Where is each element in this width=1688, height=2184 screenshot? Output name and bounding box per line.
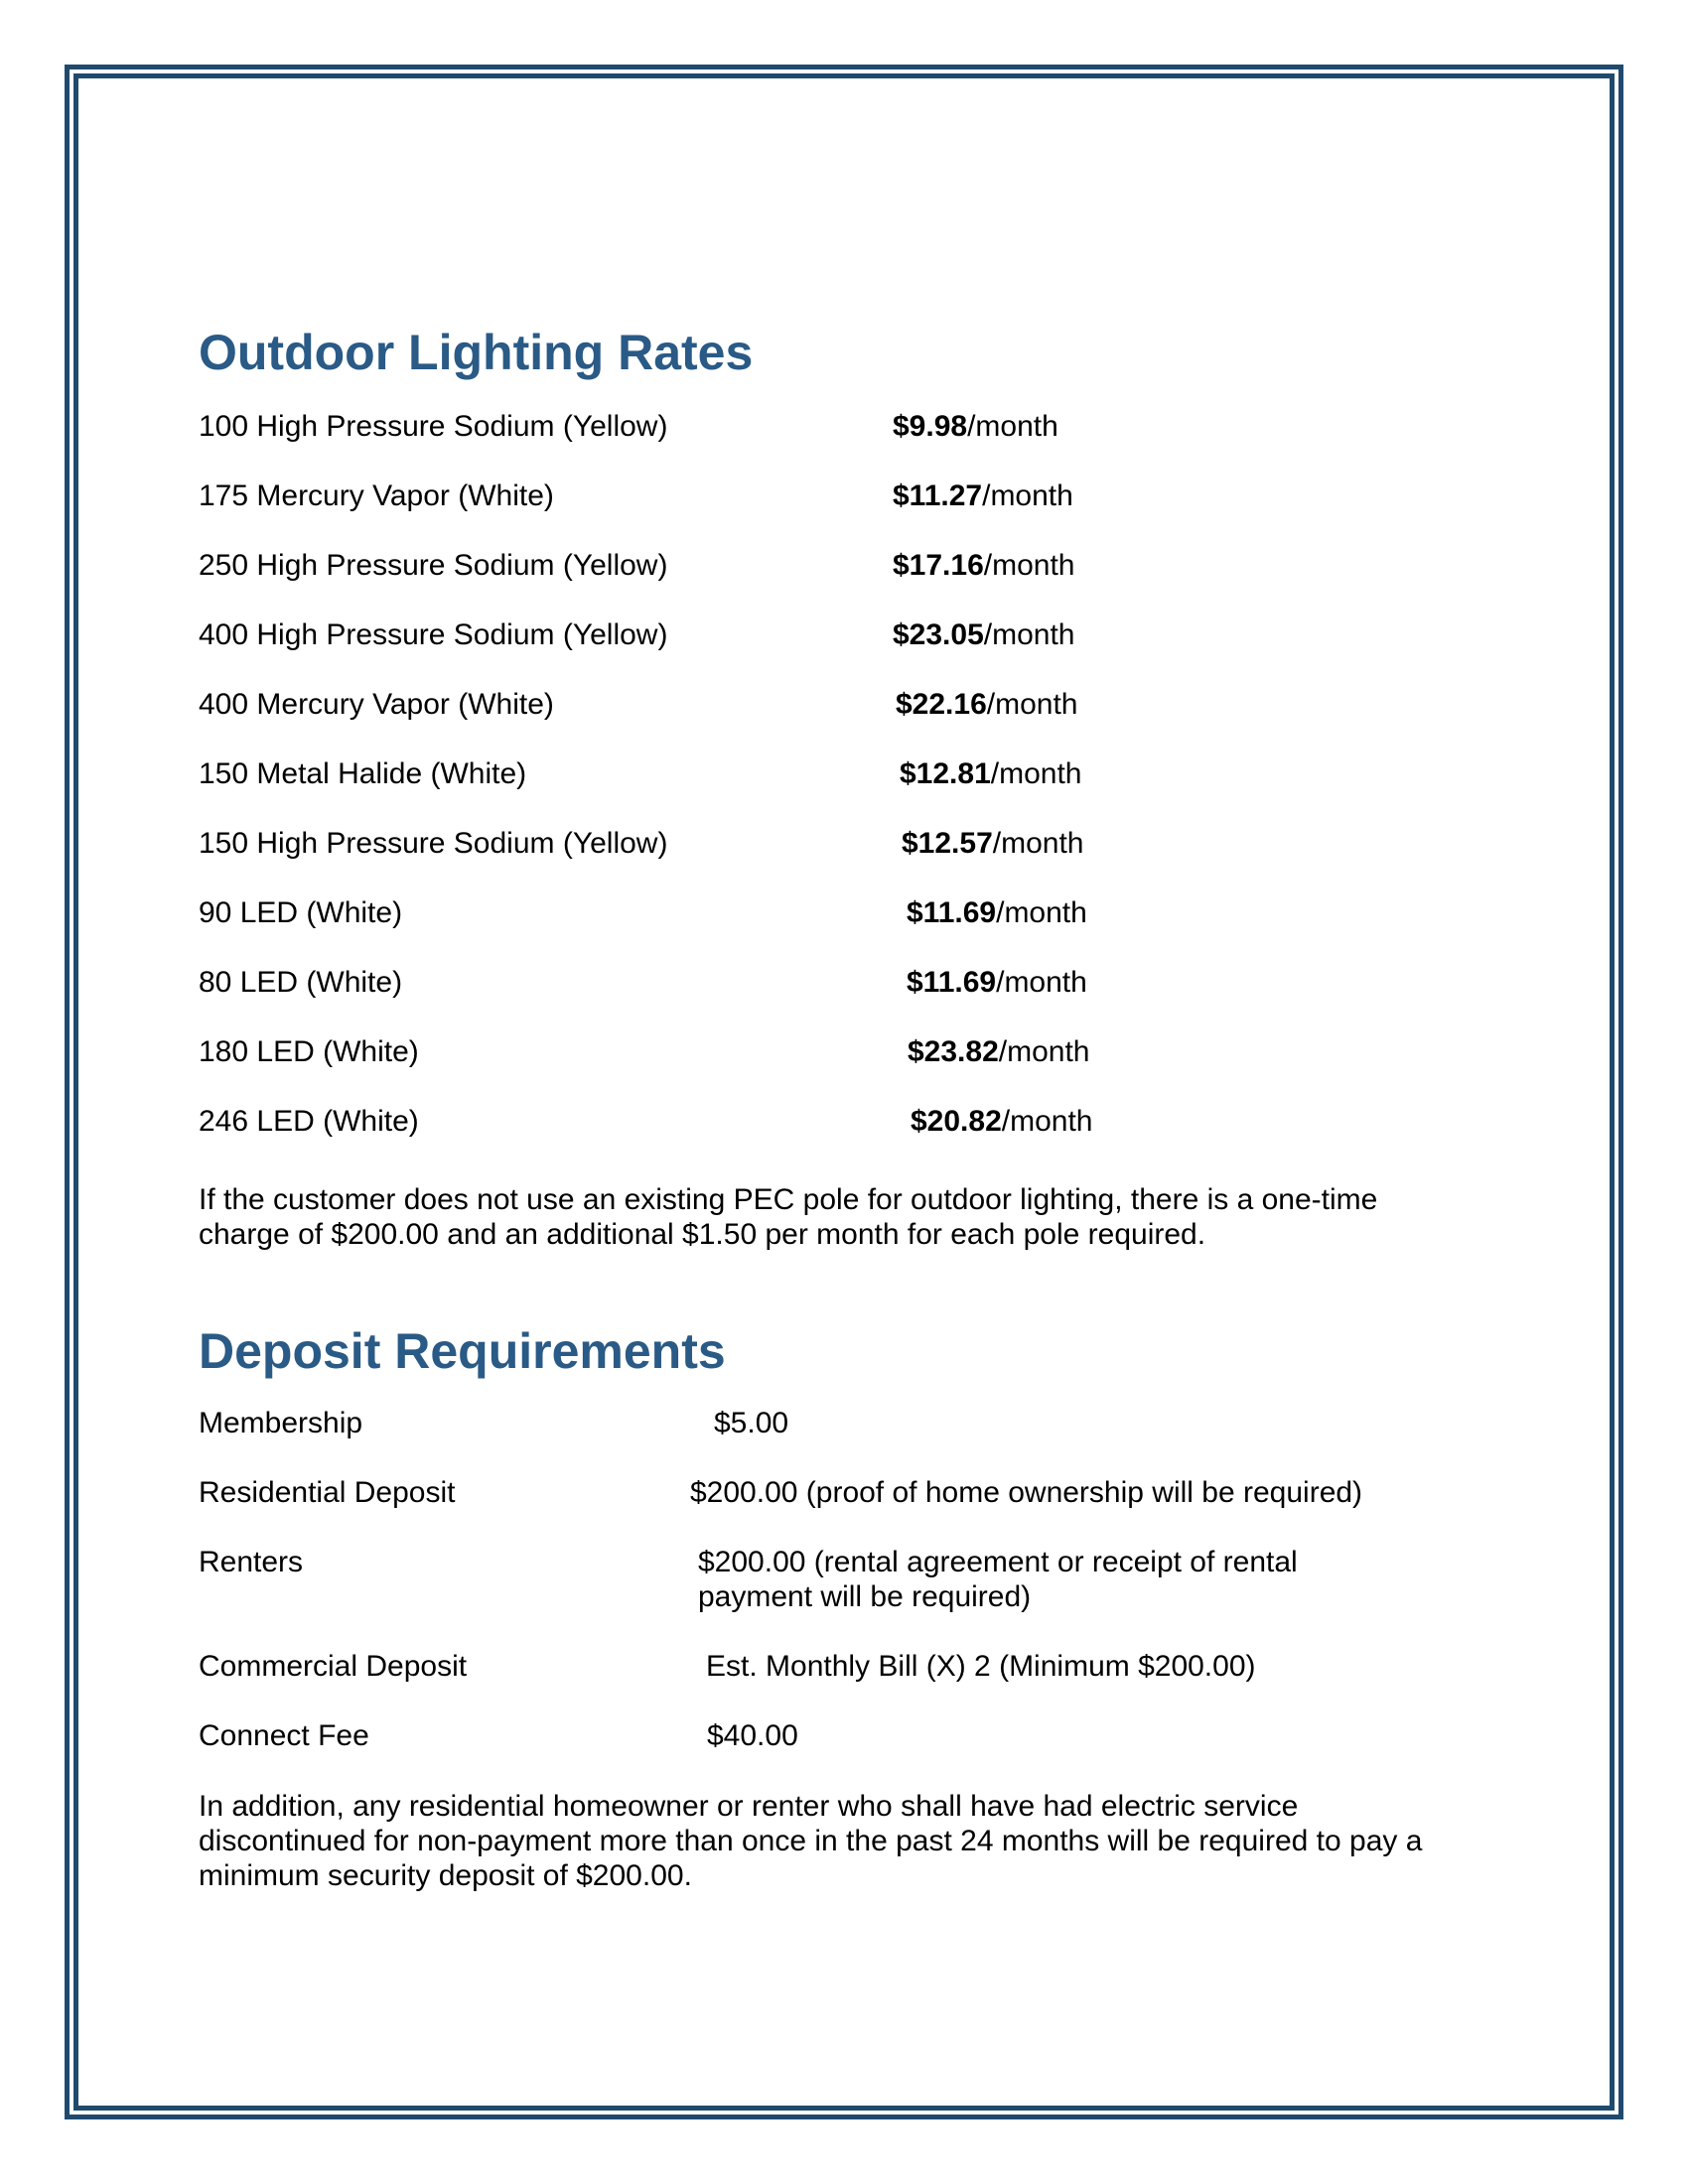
rate-price xyxy=(900,756,1081,791)
rate-label: 175 Mercury Vapor (White) xyxy=(199,479,554,512)
deposit-value-line: payment will be required) xyxy=(698,1580,1032,1613)
rate-price-suffix: /month xyxy=(983,618,1075,651)
deposit-note xyxy=(199,1789,1422,1893)
rate-price xyxy=(911,1104,1092,1139)
rate-price-amount: $12.81 xyxy=(900,757,991,790)
rate-label: 100 High Pressure Sodium (Yellow) xyxy=(199,410,668,443)
lighting-note xyxy=(199,1182,1377,1252)
deposit-row xyxy=(199,1475,1601,1510)
rate-price-amount: $11.69 xyxy=(907,896,997,929)
rate-price-suffix: /month xyxy=(996,896,1087,929)
deposit-value xyxy=(714,1406,788,1440)
deposit-value-line: $200.00 (rental agreement or receipt of rental xyxy=(698,1546,1298,1578)
rate-row xyxy=(199,478,1601,513)
rate-price-suffix: /month xyxy=(986,688,1078,721)
rate-label: 400 Mercury Vapor (White) xyxy=(199,688,554,721)
deposit-value-line: Est. Monthly Bill (X) 2 (Minimum $200.00) xyxy=(706,1650,1256,1683)
deposit-label: Renters xyxy=(199,1546,304,1578)
rate-price-amount: $9.98 xyxy=(893,410,968,443)
rate-price xyxy=(893,409,1058,444)
lighting-note-line: charge of $200.00 and an additional $1.50 per month for each pole required. xyxy=(199,1218,1206,1251)
rate-price xyxy=(893,617,1074,652)
deposit-note-line: In addition, any residential homeowner or renter who shall have had electric service xyxy=(199,1790,1299,1823)
deposit-value-line: $40.00 xyxy=(707,1719,798,1752)
deposit-label: Residential Deposit xyxy=(199,1476,456,1509)
rate-row xyxy=(199,1034,1601,1069)
rate-price-suffix: /month xyxy=(982,479,1073,512)
rate-price-suffix: /month xyxy=(996,966,1087,999)
rate-price xyxy=(908,1034,1089,1069)
rate-price-amount: $20.82 xyxy=(911,1105,1002,1138)
deposit-note-line: minimum security deposit of $200.00. xyxy=(199,1859,692,1892)
rate-price xyxy=(893,478,1073,513)
section-heading-deposit-requirements: Deposit Requirements xyxy=(199,1323,726,1379)
rate-row xyxy=(199,826,1601,861)
rate-price-suffix: /month xyxy=(983,549,1075,582)
rate-row xyxy=(199,617,1601,652)
rate-label: 150 High Pressure Sodium (Yellow) xyxy=(199,827,668,860)
rate-price-suffix: /month xyxy=(1001,1105,1093,1138)
rate-price xyxy=(902,826,1083,861)
deposit-value-line: $5.00 xyxy=(714,1407,789,1439)
document-content xyxy=(199,0,1601,2184)
rate-price-suffix: /month xyxy=(990,757,1082,790)
rate-price-amount: $22.16 xyxy=(896,688,987,721)
rate-price-amount: $11.69 xyxy=(907,966,997,999)
rate-price-amount: $11.27 xyxy=(893,479,983,512)
rate-label: 246 LED (White) xyxy=(199,1105,419,1138)
deposit-value xyxy=(707,1718,798,1753)
deposit-row xyxy=(199,1545,1601,1614)
deposit-value xyxy=(706,1649,1256,1684)
rate-row xyxy=(199,756,1601,791)
rate-row xyxy=(199,965,1601,1000)
rate-label: 400 High Pressure Sodium (Yellow) xyxy=(199,618,668,651)
rate-price xyxy=(907,965,1087,1000)
section-heading-outdoor-lighting-rates: Outdoor Lighting Rates xyxy=(199,325,754,380)
rate-price-amount: $23.82 xyxy=(908,1035,999,1068)
rate-row xyxy=(199,548,1601,583)
rate-row xyxy=(199,1104,1601,1139)
deposit-label: Commercial Deposit xyxy=(199,1650,468,1683)
rate-row xyxy=(199,895,1601,930)
deposit-row xyxy=(199,1649,1601,1684)
rate-row xyxy=(199,687,1601,722)
rate-price-amount: $17.16 xyxy=(893,549,984,582)
rate-row xyxy=(199,409,1601,444)
rate-price-suffix: /month xyxy=(992,827,1084,860)
rate-label: 150 Metal Halide (White) xyxy=(199,757,527,790)
deposit-value xyxy=(698,1545,1298,1614)
deposit-label: Connect Fee xyxy=(199,1719,369,1752)
rate-price-amount: $12.57 xyxy=(902,827,993,860)
deposit-value-line: $200.00 (proof of home ownership will be required) xyxy=(690,1476,1363,1509)
rate-label: 250 High Pressure Sodium (Yellow) xyxy=(199,549,668,582)
rate-price-suffix: /month xyxy=(998,1035,1090,1068)
deposit-note-line: discontinued for non-payment more than once in the past 24 months will be required to pay a xyxy=(199,1825,1423,1857)
rate-price-amount: $23.05 xyxy=(893,618,984,651)
lighting-note-line: If the customer does not use an existing PEC pole for outdoor lighting, there is a one-time xyxy=(199,1183,1378,1216)
deposit-value xyxy=(690,1475,1362,1510)
deposit-label: Membership xyxy=(199,1407,363,1439)
rate-label: 80 LED (White) xyxy=(199,966,403,999)
lighting-rates-list xyxy=(199,409,1601,1173)
deposit-row xyxy=(199,1718,1601,1753)
rate-price xyxy=(893,548,1074,583)
rate-price-suffix: /month xyxy=(967,410,1058,443)
deposit-row xyxy=(199,1406,1601,1440)
rate-label: 180 LED (White) xyxy=(199,1035,419,1068)
deposit-requirements-list xyxy=(199,1406,1601,1788)
rate-price xyxy=(896,687,1077,722)
rate-price xyxy=(907,895,1087,930)
rate-label: 90 LED (White) xyxy=(199,896,403,929)
